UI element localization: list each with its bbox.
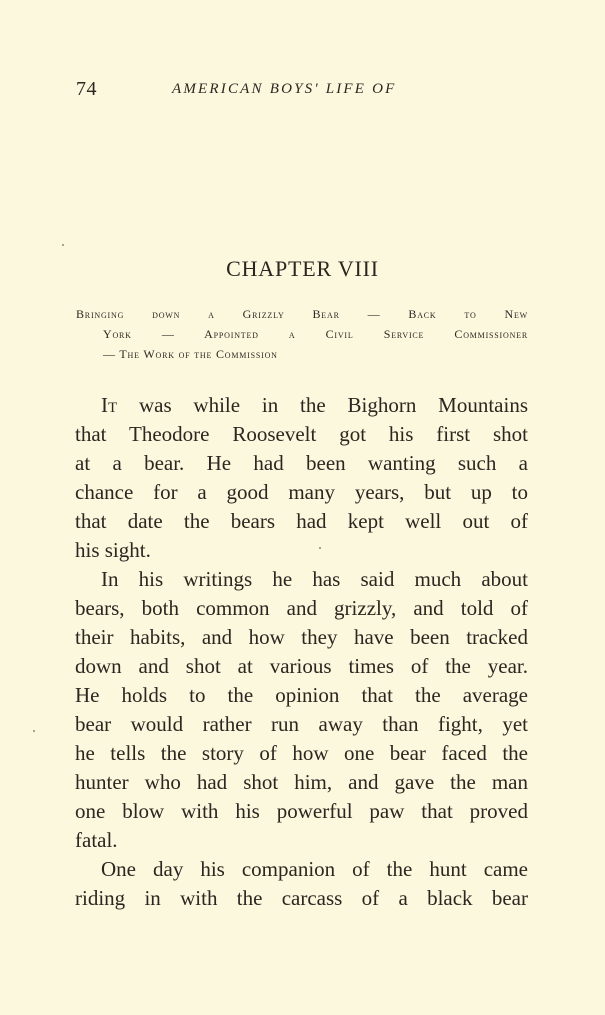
text-line: that Theodore Roosevelt got his first shot: [75, 422, 528, 446]
synopsis-line: — The Work of the Commission: [103, 347, 278, 361]
text-line: hunter who had shot him, and gave the man: [75, 770, 528, 794]
text-line: [75, 391, 528, 420]
text-line: his sight.: [75, 538, 151, 562]
text-line-rest: was while in the Bighorn Mountains: [117, 393, 528, 417]
synopsis-line: York — Appointed a Civil Service Commissioner: [103, 327, 528, 341]
paper-speck: [62, 244, 64, 246]
paragraph-lead-word: It: [101, 393, 118, 417]
chapter-heading: CHAPTER VIII: [226, 256, 379, 281]
chapter-synopsis: [76, 304, 528, 364]
text-line: He holds to the opinion that the average: [75, 683, 528, 707]
body-text: [75, 391, 528, 913]
text-line: fatal.: [75, 828, 118, 852]
text-line: at a bear. He had been wanting such a: [75, 451, 528, 475]
text-line: bear would rather run away than fight, yet: [75, 712, 528, 736]
text-line: one blow with his powerful paw that proved: [75, 799, 528, 823]
text-line: he tells the story of how one bear faced the: [75, 741, 528, 765]
running-title: AMERICAN BOYS' LIFE OF: [172, 81, 397, 97]
text-line: riding in with the carcass of a black bear: [75, 886, 528, 910]
text-line: down and shot at various times of the year.: [75, 654, 528, 678]
paper-speck: [33, 730, 35, 732]
text-line: their habits, and how they have been tracked: [75, 625, 528, 649]
text-line: One day his companion of the hunt came: [101, 857, 528, 881]
paper-speck: [319, 547, 321, 549]
running-head: [76, 78, 536, 102]
page-number: 74: [76, 78, 97, 100]
text-line: that date the bears had kept well out of: [75, 509, 528, 533]
text-line: bears, both common and grizzly, and told of: [75, 596, 528, 620]
text-line: chance for a good many years, but up to: [75, 480, 528, 504]
text-line: In his writings he has said much about: [101, 567, 528, 591]
synopsis-line: Bringing down a Grizzly Bear — Back to New: [76, 307, 528, 321]
